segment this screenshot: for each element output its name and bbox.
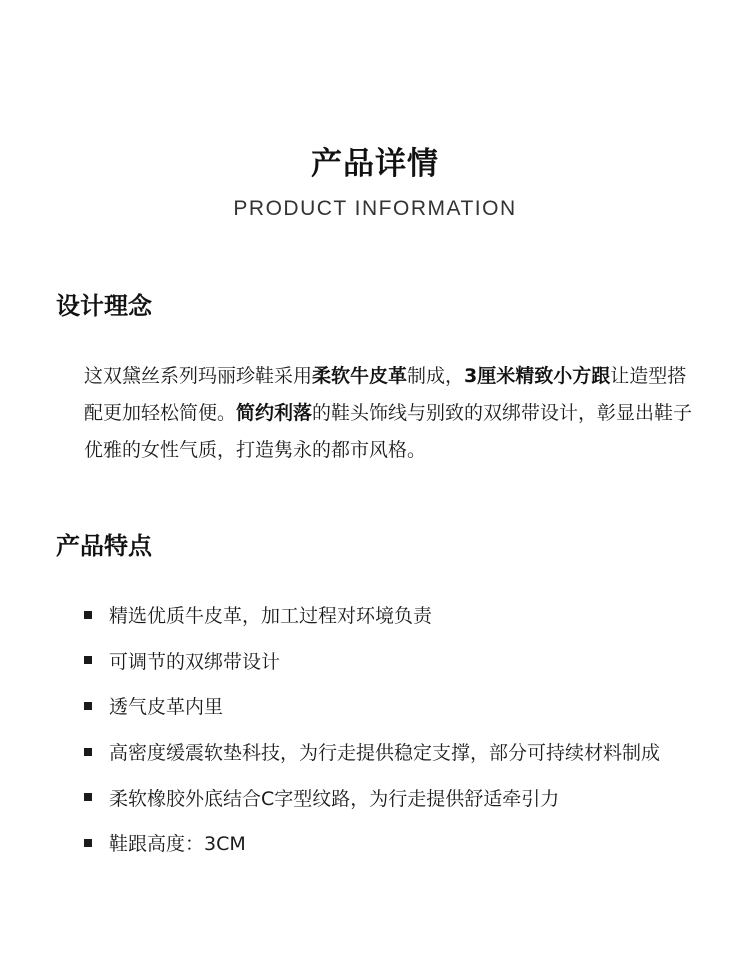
design-segment-bold: 3厘米精致小方跟 — [464, 365, 611, 387]
bullet-icon — [84, 702, 92, 710]
feature-text: 柔软橡胶外底结合C字型纹路，为行走提供舒适牵引力 — [109, 787, 560, 810]
feature-text: 透气皮革内里 — [109, 696, 224, 719]
design-segment-bold: 简约利落 — [236, 402, 313, 424]
design-heading: 设计理念 — [56, 292, 152, 320]
design-segment: 的鞋头饰线与别致的双绑带设计，彰显出鞋子优雅的女性气质，打造隽永的都市风格。 — [84, 402, 693, 461]
list-item — [84, 729, 660, 775]
bullet-icon — [84, 839, 92, 847]
bullet-icon — [84, 793, 92, 801]
bullet-icon — [84, 748, 92, 756]
feature-text: 高密度缓震软垫科技，为行走提供稳定支撑，部分可持续材料制成 — [109, 742, 661, 765]
bullet-icon — [84, 611, 92, 619]
page-title: 产品详情 — [311, 146, 439, 182]
list-item — [84, 683, 660, 729]
feature-text: 可调节的双绑带设计 — [109, 650, 281, 673]
design-segment: 这双黛丝系列玛丽珍鞋采用 — [84, 365, 313, 387]
page-subtitle: PRODUCT INFORMATION — [233, 197, 517, 220]
list-item — [84, 774, 660, 820]
features-heading: 产品特点 — [56, 532, 152, 560]
feature-text: 鞋跟高度：3CM — [109, 833, 246, 856]
design-segment: 让造型搭配更加轻松简便。 — [84, 365, 687, 424]
design-segment: 制成， — [407, 365, 465, 387]
feature-list — [84, 592, 660, 866]
bullet-icon — [84, 656, 92, 664]
feature-text: 精选优质牛皮革，加工过程对环境负责 — [109, 605, 433, 628]
design-paragraph — [84, 358, 694, 469]
list-item — [84, 592, 660, 638]
list-item — [84, 820, 660, 866]
list-item — [84, 638, 660, 684]
design-segment-bold: 柔软牛皮革 — [312, 365, 408, 387]
